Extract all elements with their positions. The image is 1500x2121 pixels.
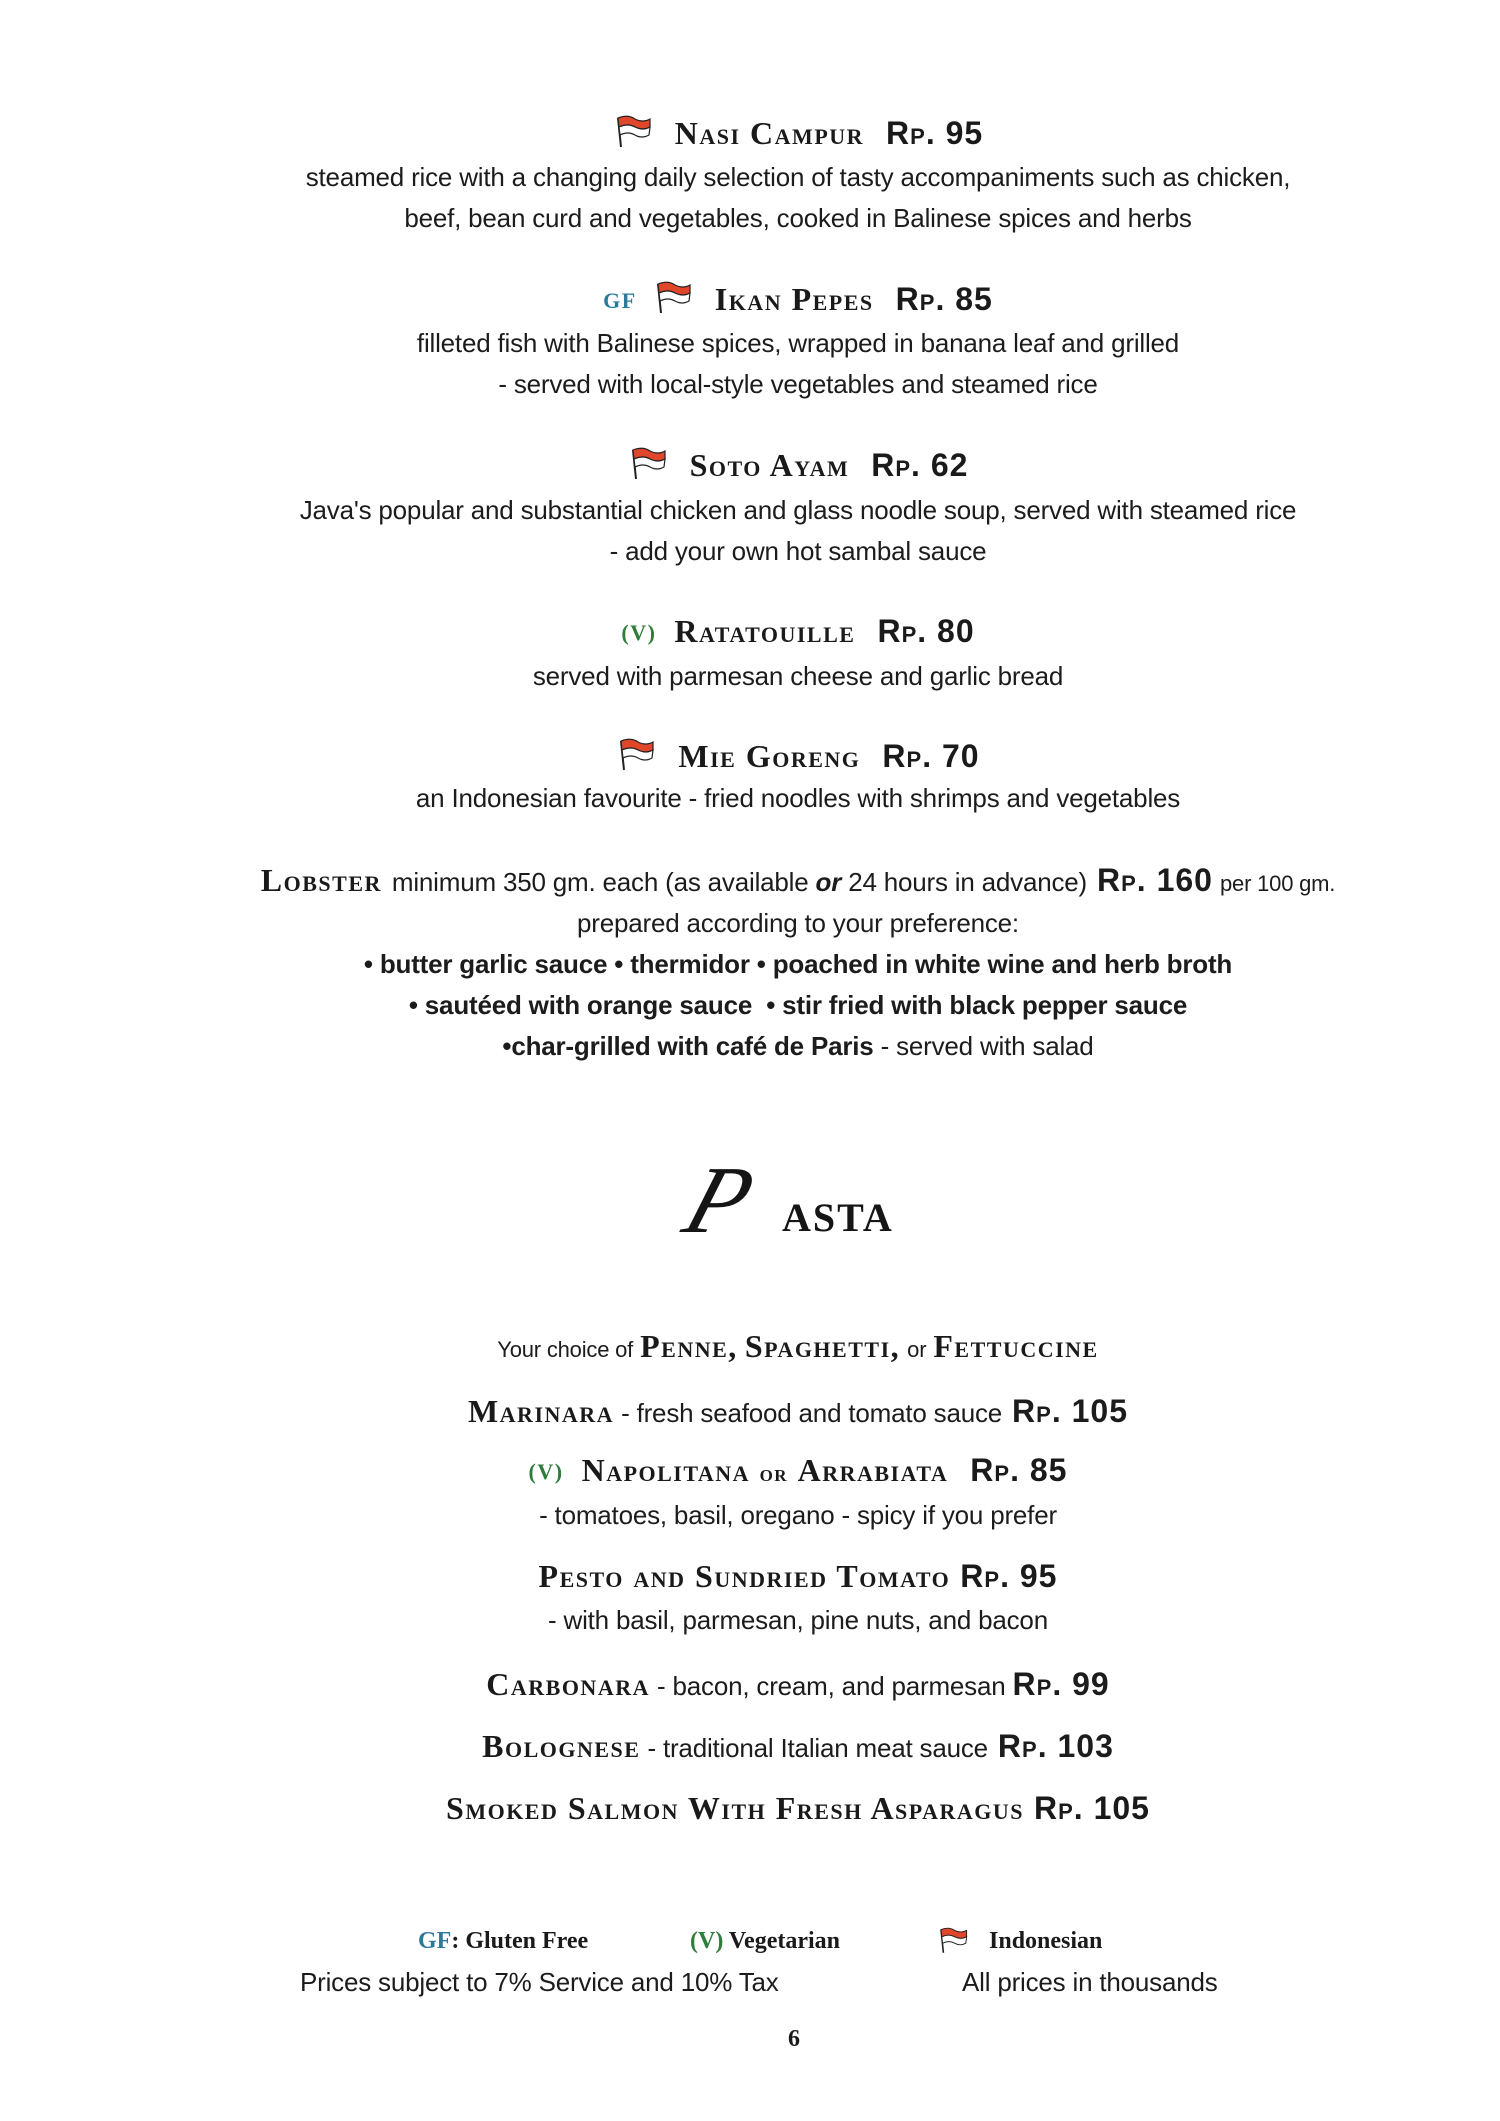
pasta-inline-desc: - traditional Italian meat sauce xyxy=(647,1733,988,1763)
indonesian-flag-icon xyxy=(616,737,656,771)
gluten-free-label: : Gluten Free xyxy=(451,1928,589,1954)
lobster-option: sautéed with orange sauce xyxy=(424,990,753,1020)
dish-name: Ratatouille xyxy=(674,613,856,649)
section-heading-pasta xyxy=(672,1146,910,1253)
dish-name: Mie Goreng xyxy=(678,738,861,774)
pasta-choice-line xyxy=(0,1328,1500,1365)
legend-gluten-free xyxy=(418,1928,588,1955)
pasta-item xyxy=(0,1666,1500,1703)
dish-name: Ikan Pepes xyxy=(714,281,874,317)
pasta-name: Carbonara xyxy=(486,1666,650,1702)
choice-prefix: Your choice of xyxy=(497,1337,634,1362)
service-tax-note: Prices subject to 7% Service and 10% Tax xyxy=(300,1967,779,1997)
lobster-or: or xyxy=(815,867,842,897)
indonesian-flag-icon xyxy=(653,280,693,314)
vegetarian-tag: (V) xyxy=(528,1459,564,1484)
lobster-detail: minimum 350 gm. each (as available xyxy=(391,867,809,897)
pasta-item xyxy=(0,1558,1500,1595)
dish-description: beef, bean curd and vegetables, cooked in Balinese spices and herbs xyxy=(404,203,1192,233)
dish-name: Nasi Campur xyxy=(674,115,865,151)
pasta-name: Pesto and Sundried Tomato xyxy=(538,1558,951,1594)
lobster-option: stir fried with black pepper sauce xyxy=(782,990,1188,1020)
pasta-description: - tomatoes, basil, oregano - spicy if you prefer xyxy=(539,1500,1057,1530)
dish-price: Rp. 70 xyxy=(882,738,980,774)
pasta-type: Fettuccine xyxy=(933,1328,1099,1364)
lobster-option: poached in white wine and herb broth xyxy=(772,949,1233,979)
pasta-heading-initial: P xyxy=(672,1146,767,1253)
pasta-name: Arrabiata xyxy=(797,1452,949,1488)
dish-price: Rp. 85 xyxy=(895,281,993,317)
dish-description: - add your own hot sambal sauce xyxy=(609,536,987,566)
dish-price: Rp. 80 xyxy=(877,613,975,649)
pasta-name: Smoked Salmon With Fresh Asparagus xyxy=(446,1790,1024,1826)
pasta-price: Rp. 105 xyxy=(1012,1393,1129,1429)
pasta-price: Rp. 103 xyxy=(997,1728,1114,1764)
pasta-name: Bolognese xyxy=(482,1728,641,1764)
legend-vegetarian xyxy=(690,1928,840,1955)
dish-name: Soto Ayam xyxy=(689,447,850,483)
lobster-option: butter garlic sauce xyxy=(379,949,608,979)
dish-description: Java's popular and substantial chicken and glass noodle soup, served with steamed rice xyxy=(299,495,1297,525)
bullet-icon: • xyxy=(363,949,373,979)
menu-item-title xyxy=(0,114,1500,152)
pasta-description: - with basil, parmesan, pine nuts, and bacon xyxy=(548,1605,1048,1635)
bullet-icon: • xyxy=(614,949,624,979)
gluten-free-code: GF xyxy=(418,1928,452,1954)
vegetarian-label: Vegetarian xyxy=(728,1928,840,1954)
dish-price: Rp. 95 xyxy=(886,115,984,151)
lobster-option: thermidor xyxy=(630,949,750,979)
lobster-detail-2: 24 hours in advance) xyxy=(848,867,1088,897)
bullet-icon: • xyxy=(766,990,776,1020)
legend-indonesian xyxy=(937,1926,1102,1955)
lobster-title-line xyxy=(0,862,1500,899)
pasta-item xyxy=(0,1728,1500,1765)
thousands-note: All prices in thousands xyxy=(962,1967,1218,1997)
pasta-item xyxy=(0,1790,1500,1827)
lobster-price: Rp. 160 xyxy=(1097,862,1213,898)
dish-description: filleted fish with Balinese spices, wrapped in banana leaf and grilled xyxy=(416,328,1180,358)
menu-item-title xyxy=(0,446,1500,484)
vegetarian-code: (V) xyxy=(690,1928,724,1954)
bullet-icon: • xyxy=(502,1031,512,1061)
dish-price: Rp. 62 xyxy=(871,447,969,483)
pasta-name: Napolitana xyxy=(581,1452,751,1488)
dish-description: steamed rice with a changing daily selection of tasty accompaniments such as chicken, xyxy=(305,162,1291,192)
bullet-icon: • xyxy=(756,949,766,979)
pasta-name: Marinara xyxy=(467,1393,615,1429)
lobster-option: char-grilled with café de Paris xyxy=(511,1031,874,1061)
lobster-name: Lobster xyxy=(260,862,382,898)
dish-description: an Indonesian favourite - fried noodles with shrimps and vegetables xyxy=(415,783,1181,813)
lobster-options-row xyxy=(0,1031,1500,1062)
vegetarian-tag: (V) xyxy=(621,620,657,645)
pasta-inline-desc: - fresh seafood and tomato sauce xyxy=(621,1398,1003,1428)
indonesian-label: Indonesian xyxy=(989,1928,1103,1954)
indonesian-flag-icon xyxy=(937,1926,969,1954)
menu-item-title xyxy=(0,280,1500,318)
pasta-inline-desc: - bacon, cream, and parmesan xyxy=(657,1671,1006,1701)
lobster-intro: prepared according to your preference: xyxy=(577,908,1019,938)
gluten-free-tag: GF xyxy=(603,288,637,313)
choice-or: or xyxy=(907,1337,927,1362)
dish-description: served with parmesan cheese and garlic bread xyxy=(532,661,1064,691)
pasta-price: Rp. 85 xyxy=(970,1452,1068,1488)
lobster-unit: per 100 gm. xyxy=(1220,871,1336,896)
pasta-type: Penne, xyxy=(640,1328,738,1364)
indonesian-flag-icon xyxy=(628,446,668,480)
menu-item-title xyxy=(0,737,1500,775)
pasta-price: Rp. 105 xyxy=(1034,1790,1150,1826)
pasta-item xyxy=(0,1393,1500,1430)
dish-description: - served with local-style vegetables and steamed rice xyxy=(498,369,1098,399)
pasta-heading-rest: ASTA xyxy=(782,1195,894,1240)
lobster-options-row xyxy=(0,990,1500,1021)
lobster-options-row xyxy=(0,949,1500,980)
pasta-price: Rp. 95 xyxy=(960,1558,1058,1594)
pasta-item xyxy=(0,1452,1500,1489)
pasta-type: Spaghetti, xyxy=(744,1328,901,1364)
page-number: 6 xyxy=(788,2026,800,2052)
menu-item-title xyxy=(0,613,1500,650)
pasta-price: Rp. 99 xyxy=(1012,1666,1110,1702)
indonesian-flag-icon xyxy=(613,114,653,148)
lobster-option-suffix: - served with salad xyxy=(880,1031,1094,1061)
bullet-icon: • xyxy=(408,990,418,1020)
pasta-name-or: or xyxy=(759,1461,789,1487)
